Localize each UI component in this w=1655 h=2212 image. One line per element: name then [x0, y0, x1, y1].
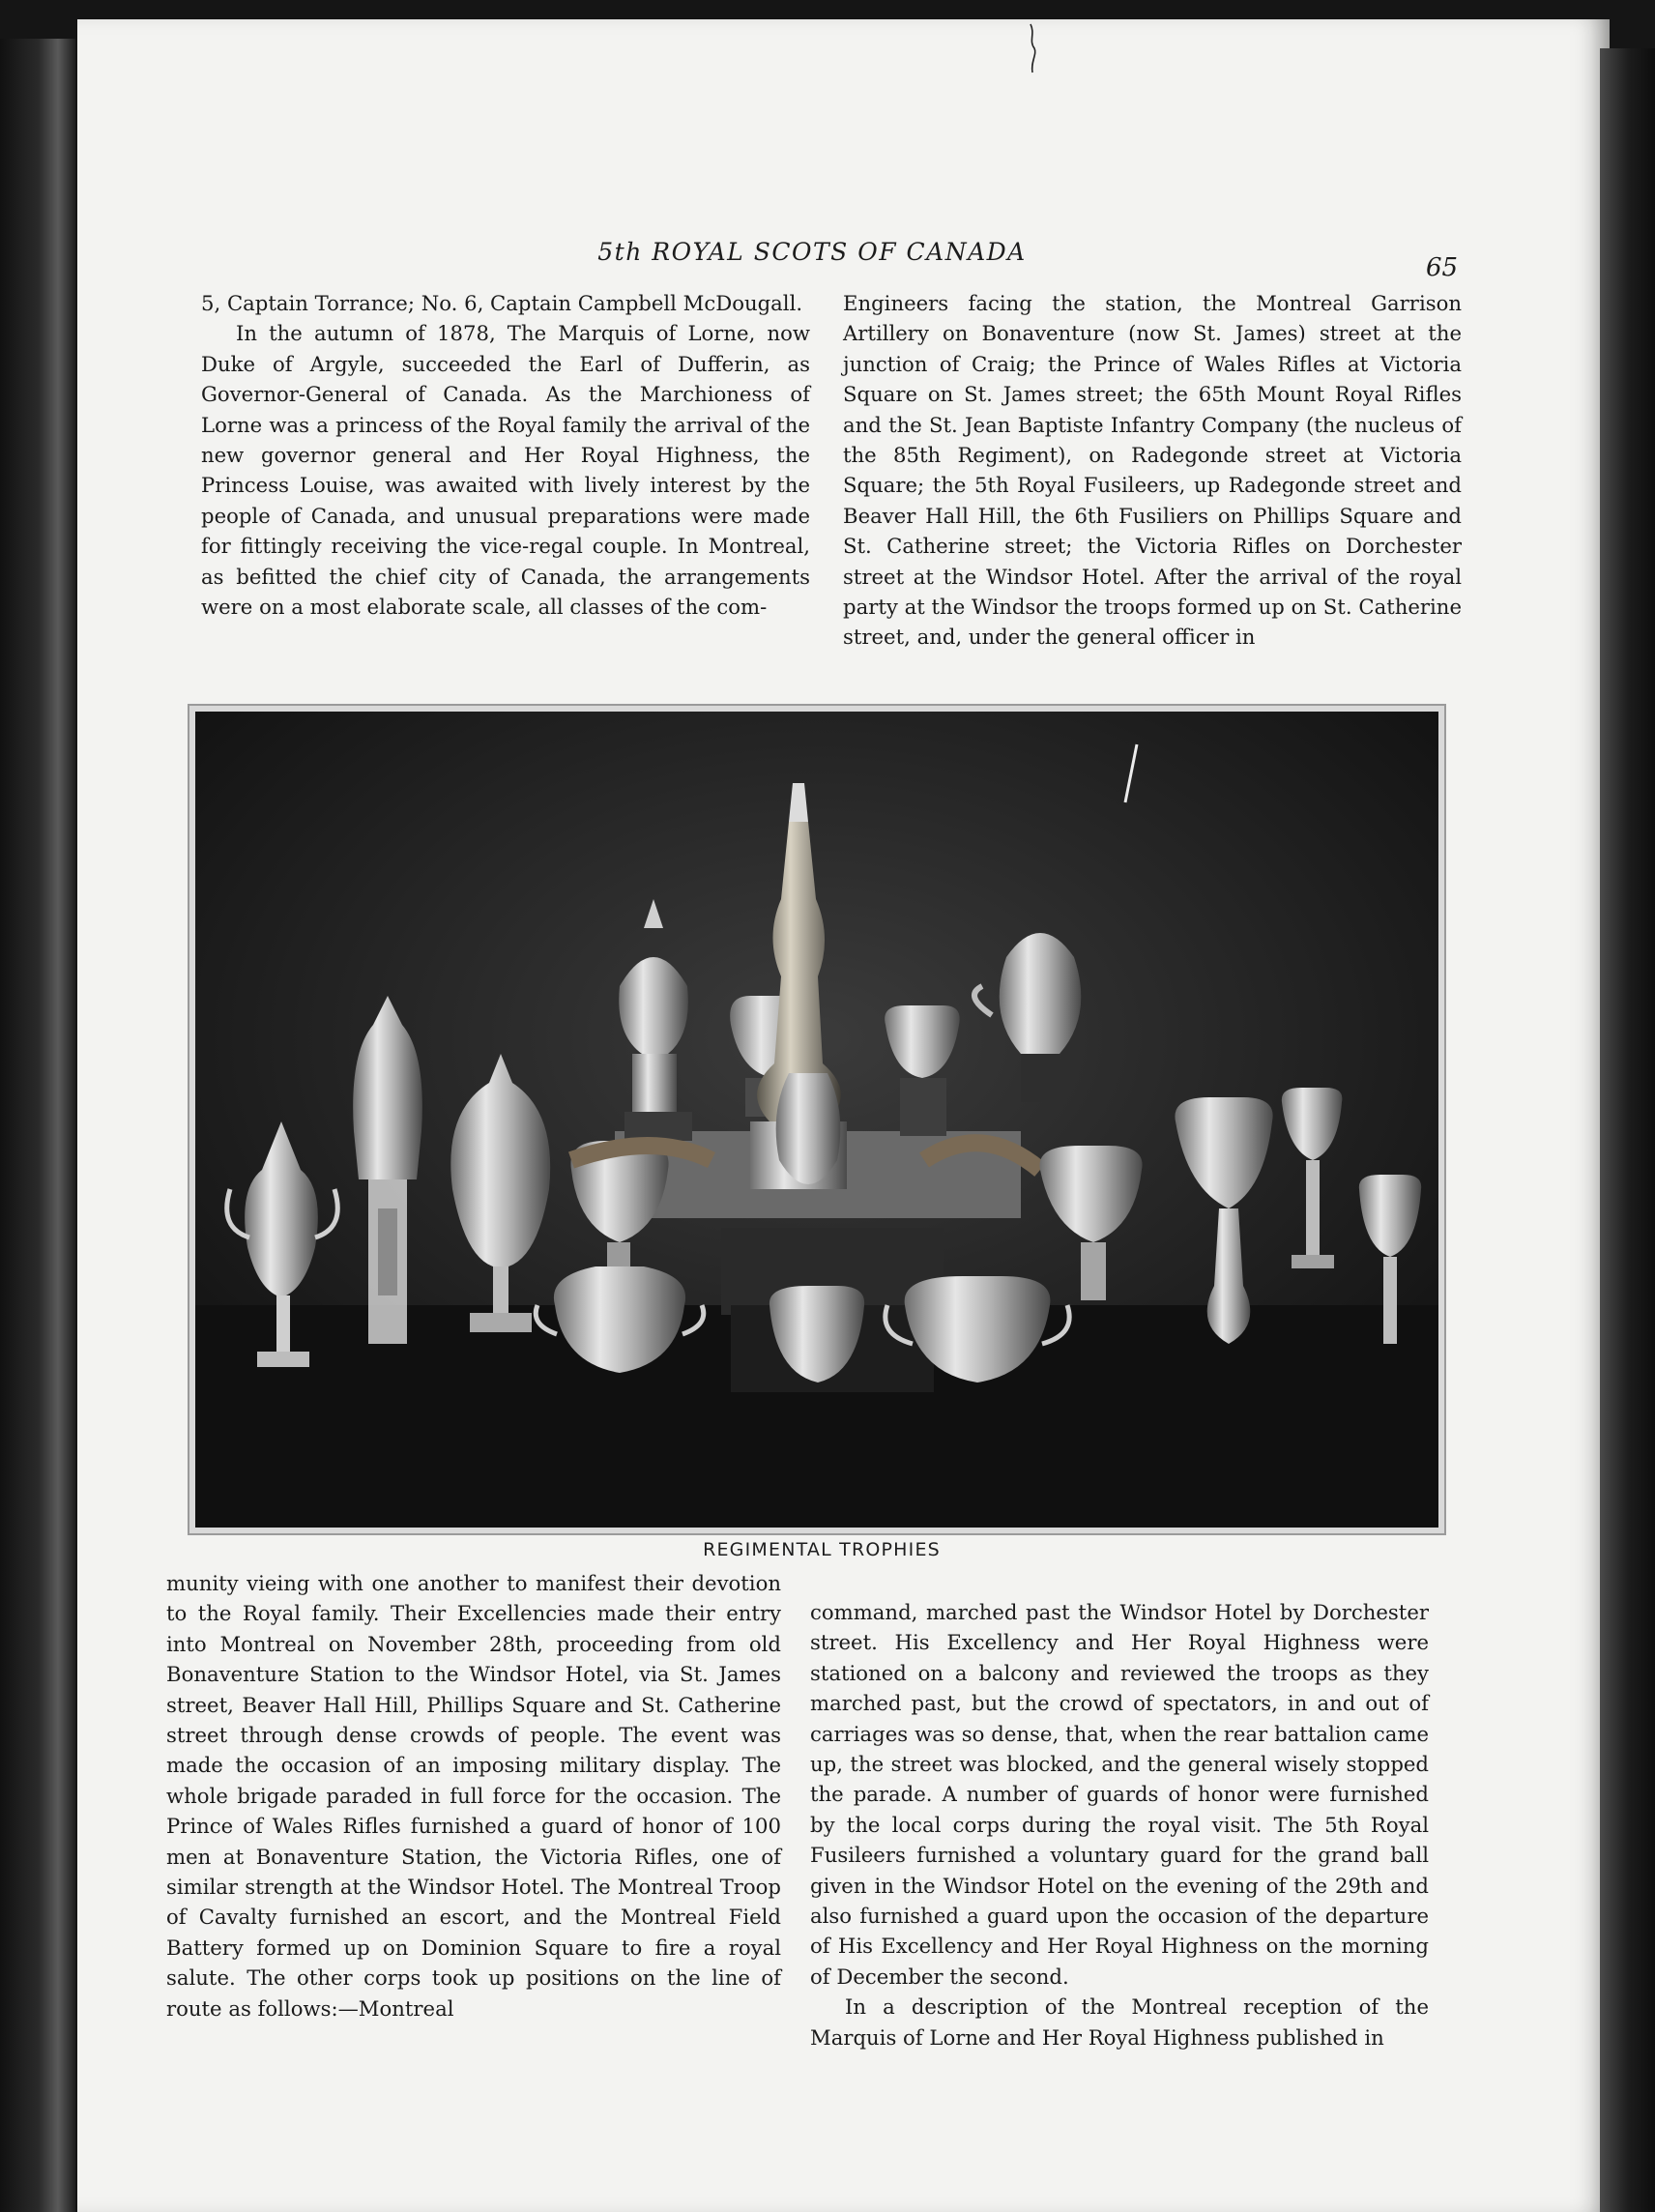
- pencil-mark: [1027, 19, 1038, 77]
- book-spine-left: [0, 39, 75, 2212]
- figure-caption: REGIMENTAL TROPHIES: [703, 1539, 941, 1560]
- book-fold-right: [1600, 48, 1655, 2212]
- column-bottom-right: [810, 1597, 1429, 2052]
- page-number: 65: [1426, 253, 1459, 282]
- paragraph: In the autumn of 1878, The Marquis of Lorne, now Duke of Argyle, succeeded the Earl of Dufferin, as Governor-General of Canada. As the Marchioness of Lorne was a princess of the Royal family the arrival of the new governor general and Her Royal Highness, the Princess Louise, was awaited with lively interest by the people of Canada, and unusual preparations were made for fittingly receiving the vice-regal couple. In Montreal, as befitted the chief city of Canada, the arrangements were on a most elaborate scale, all classes of the com-: [201, 321, 810, 620]
- column-bottom-left: [166, 1568, 781, 2023]
- paragraph: munity vieing with one another to manifest their devotion to the Royal family. Their Excellencies made their entry into Montreal on November 28th, proceeding from old Bonaventure Station to the Windsor Hotel, via St. James street, Beaver Hall Hill, Phillips Square and St. Catherine street through dense crowds of people. The event was made the occasion of an imposing military display. The whole brigade paraded in full force for the occasion. The Prince of Wales Rifles furnished a guard of honor of 100 men at Bonaventure Station, the Victoria Rifles, one of similar strength at the Windsor Hotel. The Montreal Troop of Cavalty furnished an escort, and the Montreal Field Battery formed up on Dominion Square to fire a royal salute. The other corps took up positions on the line of route as follows:—Montreal: [166, 1571, 781, 2021]
- regimental-trophies-photo: [189, 706, 1444, 1533]
- paragraph: command, marched past the Windsor Hotel by Dorchester street. His Excellency and Her Royal Highness were stationed on a balcony and reviewed the troops as they marched past, but the crowd of spectators, in and out of carriages was so dense, that, when the rear battalion came up, the street was blocked, and the general wisely stopped the parade. A number of guards of honor were furnished by the local corps during the royal visit. The 5th Royal Fusileers furnished a voluntary guard for the grand ball given in the Windsor Hotel on the evening of the 29th and also furnished a guard upon the occasion of the departure of His Excellency and Her Royal Highness on the morning of December the second.: [810, 1600, 1429, 1989]
- paragraph: In a description of the Montreal reception of the Marquis of Lorne and Her Royal Highness published in: [810, 1994, 1429, 2050]
- column-top-right: [843, 288, 1462, 653]
- paragraph: Engineers facing the station, the Montreal Garrison Artillery on Bonaventure (now St. James) street at the junction of Craig; the Prince of Wales Rifles at Victoria Square on St. James street; the 65th Mount Royal Rifles and the St. Jean Baptiste Infantry Company (the nucleus of the 85th Regiment), on Radegonde street at Victoria Square; the 5th Royal Fusileers, up Radegonde street and Beaver Hall Hill, the 6th Fusiliers on Phillips Square and St. Catherine street; the Victoria Rifles on Dorchester street at the Windsor Hotel. After the arrival of the royal party at the Windsor the troops formed up on St. Catherine street, and, under the general officer in: [843, 291, 1462, 650]
- paragraph: 5, Captain Torrance; No. 6, Captain Campbell McDougall.: [201, 291, 803, 315]
- trophy-collection-photo-icon: [189, 706, 1444, 1533]
- running-head: 5th ROYAL SCOTS OF CANADA: [597, 238, 1027, 266]
- column-top-left: [201, 288, 810, 622]
